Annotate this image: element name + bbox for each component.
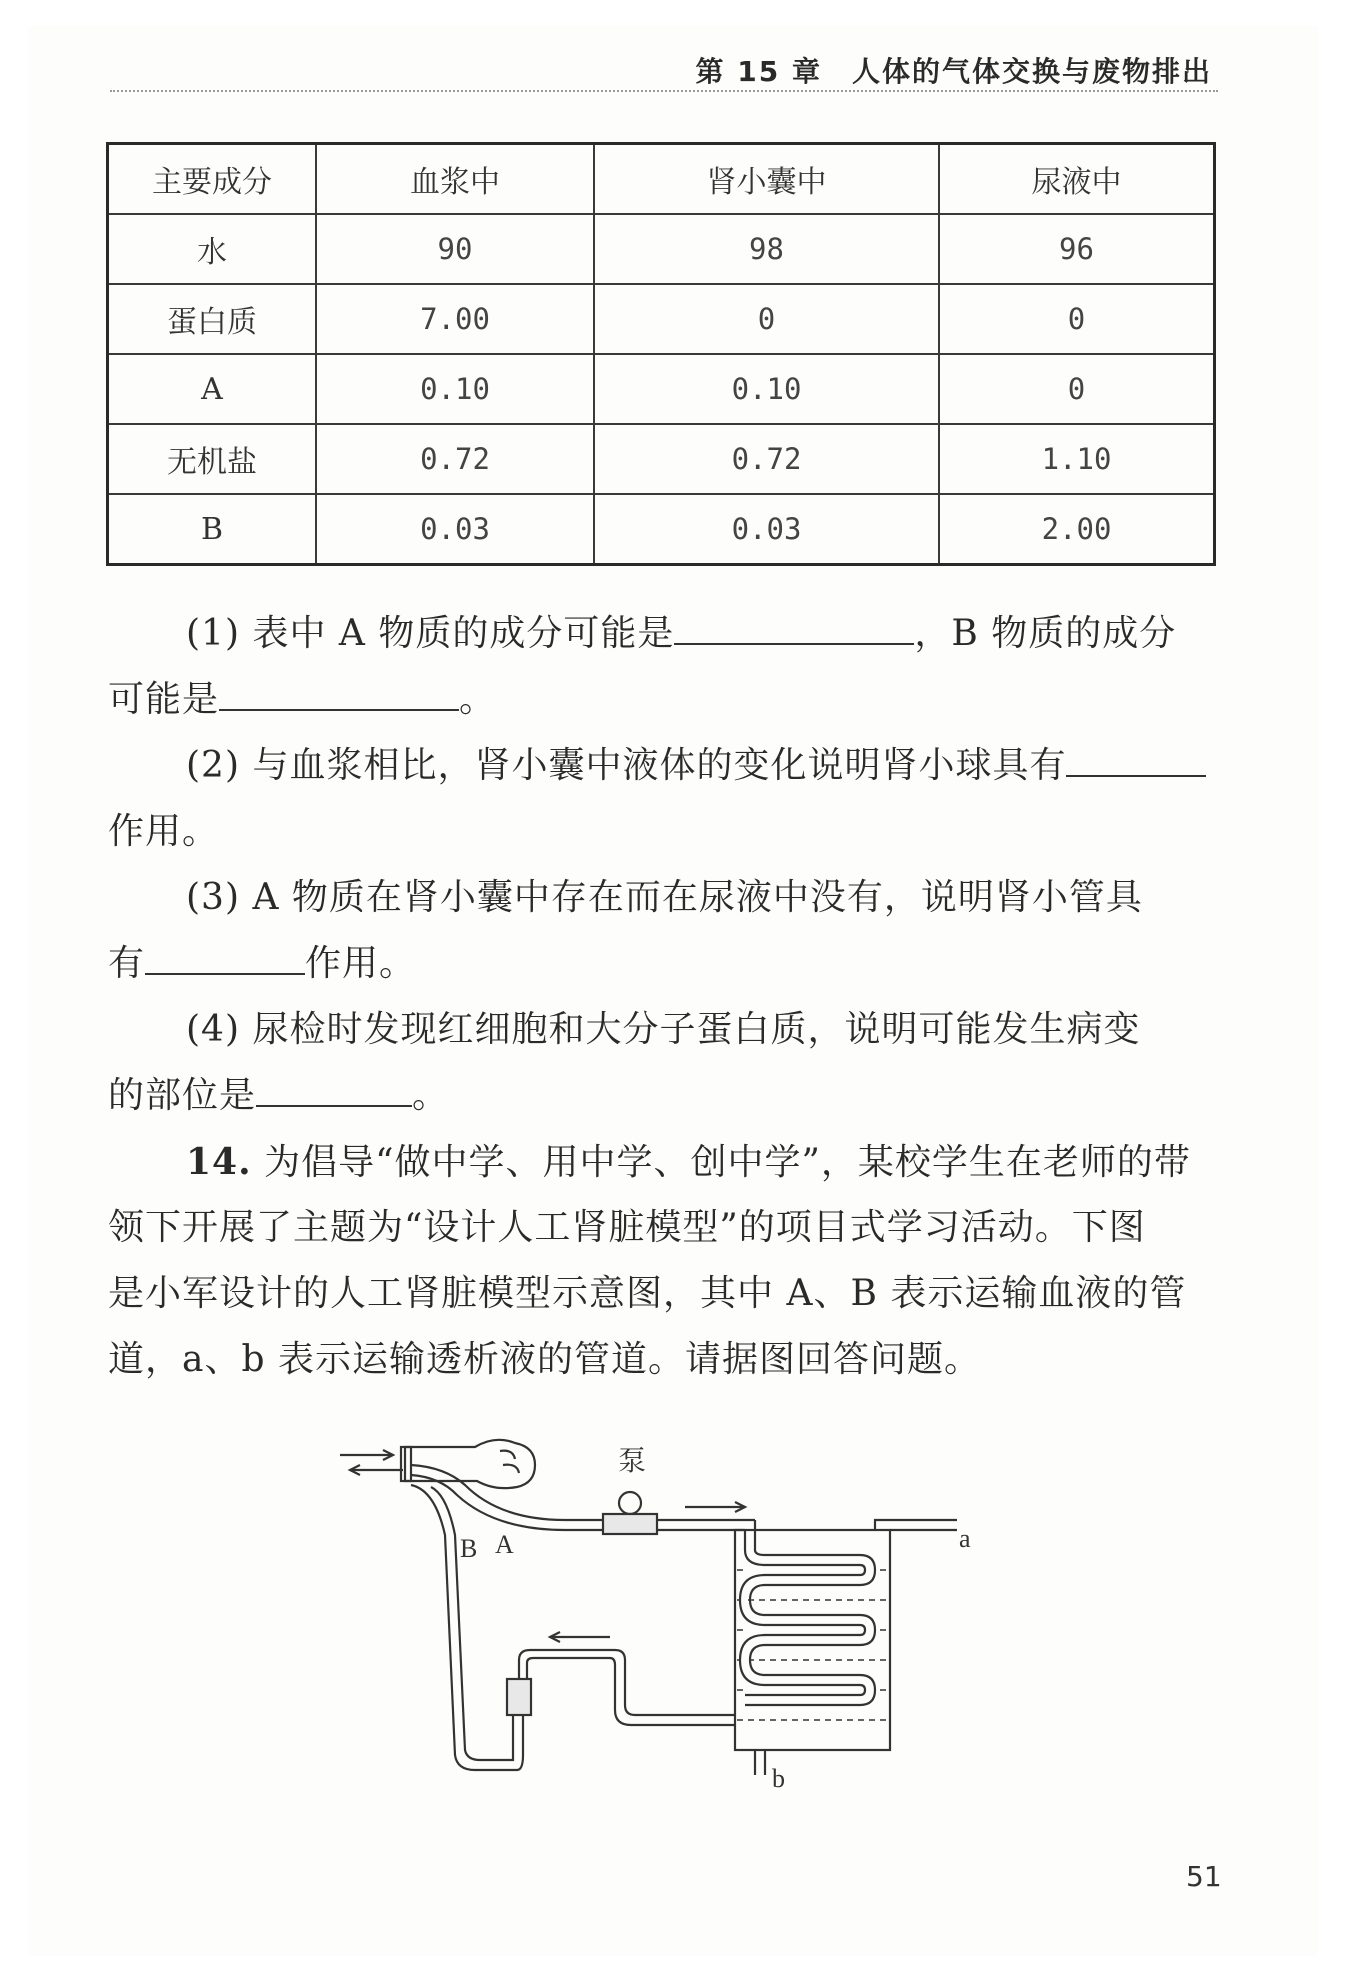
table-cell: 96	[939, 214, 1215, 284]
page-number: 51	[1186, 1860, 1222, 1893]
table-header-cell: 尿液中	[939, 144, 1215, 215]
question-2	[108, 733, 1218, 799]
table-cell: 无机盐	[108, 424, 317, 494]
table-cell: 7.00	[316, 284, 594, 354]
question-4-cont	[108, 1063, 1218, 1129]
table-cell: 0.10	[316, 354, 594, 424]
chapter-title: 第 15 章 人体的气体交换与废物排出	[695, 55, 1212, 88]
table-cell: 0	[594, 284, 939, 354]
question-2-cont	[108, 799, 1218, 865]
table-row	[108, 284, 1215, 354]
table-cell: 0	[939, 284, 1215, 354]
return-tube	[519, 1650, 735, 1725]
arm-fist-icon	[401, 1440, 535, 1488]
question-1-text: (1) 表中 A 物质的成分可能是	[186, 613, 675, 654]
answer-blank[interactable]	[674, 609, 914, 645]
problem-14-line-2	[108, 1195, 1218, 1261]
pump-label: 泵	[618, 1446, 647, 1477]
question-3-text-c: 作用。	[305, 943, 417, 984]
problem-14-text: 领下开展了主题为“设计人工肾脏模型”的项目式学习活动。下图	[108, 1207, 1146, 1248]
answer-blank[interactable]	[145, 939, 305, 975]
pump-icon	[603, 1492, 657, 1534]
flow-arrow-right	[685, 1502, 745, 1512]
question-3-text: (3) A 物质在肾小囊中存在而在尿液中没有，说明肾小管具	[186, 877, 1143, 918]
label-a: a	[959, 1524, 971, 1553]
table-cell: 2.00	[939, 494, 1215, 565]
table-cell: 水	[108, 214, 317, 284]
composition-table	[106, 142, 1216, 566]
table-header-cell: 主要成分	[108, 144, 317, 215]
artificial-kidney-diagram	[335, 1425, 1015, 1795]
table-cell: 0.72	[594, 424, 939, 494]
question-4-end: 。	[412, 1075, 450, 1116]
question-4	[108, 997, 1218, 1063]
question-4-text: (4) 尿检时发现红细胞和大分子蛋白质，说明可能发生病变	[186, 1009, 1141, 1050]
problem-14-text: 是小军设计的人工肾脏模型示意图，其中 A、B 表示运输血液的管	[108, 1273, 1187, 1314]
running-header	[110, 48, 1218, 92]
label-B: B	[460, 1534, 478, 1563]
table-cell: 蛋白质	[108, 284, 317, 354]
question-1-end: 。	[459, 679, 497, 720]
table-row	[108, 354, 1215, 424]
blood-flow-arrows-left	[340, 1450, 403, 1475]
table-row	[108, 494, 1215, 565]
problem-number: 14.	[186, 1141, 252, 1183]
table-header-cell: 肾小囊中	[594, 144, 939, 215]
problem-14-text: 道，a、b 表示运输透析液的管道。请据图回答问题。	[108, 1339, 981, 1380]
table-cell: 1.10	[939, 424, 1215, 494]
question-1	[108, 601, 1218, 667]
problem-14-line-3	[108, 1261, 1218, 1327]
table-cell: 0.72	[316, 424, 594, 494]
filter-cylinder	[507, 1679, 531, 1715]
table-cell: 98	[594, 214, 939, 284]
answer-blank[interactable]	[1066, 741, 1206, 777]
answer-blank[interactable]	[219, 675, 459, 711]
table-cell: 0.03	[594, 494, 939, 565]
table-cell: 90	[316, 214, 594, 284]
table-row	[108, 424, 1215, 494]
question-1-cont	[108, 667, 1218, 733]
flow-arrow-left	[550, 1632, 610, 1642]
table-cell: B	[108, 494, 317, 565]
table-cell: 0.10	[594, 354, 939, 424]
label-b: b	[772, 1764, 785, 1793]
question-1-text-b: ，B 物质的成分	[914, 613, 1177, 654]
answer-blank[interactable]	[256, 1071, 412, 1107]
problem-14-line-1	[108, 1129, 1218, 1196]
tube-A	[411, 1465, 755, 1535]
table-header-row	[108, 144, 1215, 215]
table-cell: 0.03	[316, 494, 594, 565]
question-3	[108, 865, 1218, 931]
question-3-cont	[108, 931, 1218, 997]
label-A: A	[495, 1530, 514, 1559]
question-1-text-c: 可能是	[108, 679, 220, 720]
table-header-cell: 血浆中	[316, 144, 594, 215]
tube-B	[411, 1485, 523, 1770]
question-2-text-b: 作用。	[108, 811, 220, 852]
problem-14-line-4	[108, 1327, 1218, 1393]
table-row	[108, 214, 1215, 284]
table-cell: 0	[939, 354, 1215, 424]
question-4-text-b: 的部位是	[108, 1075, 257, 1116]
table-cell: A	[108, 354, 317, 424]
question-2-text: (2) 与血浆相比，肾小囊中液体的变化说明肾小球具有	[186, 745, 1067, 786]
serpentine-tube	[740, 1535, 875, 1705]
question-3-text-b: 有	[108, 943, 146, 984]
problem-14-text: 为倡导“做中学、用中学、创中学”，某校学生在老师的带	[264, 1142, 1191, 1183]
